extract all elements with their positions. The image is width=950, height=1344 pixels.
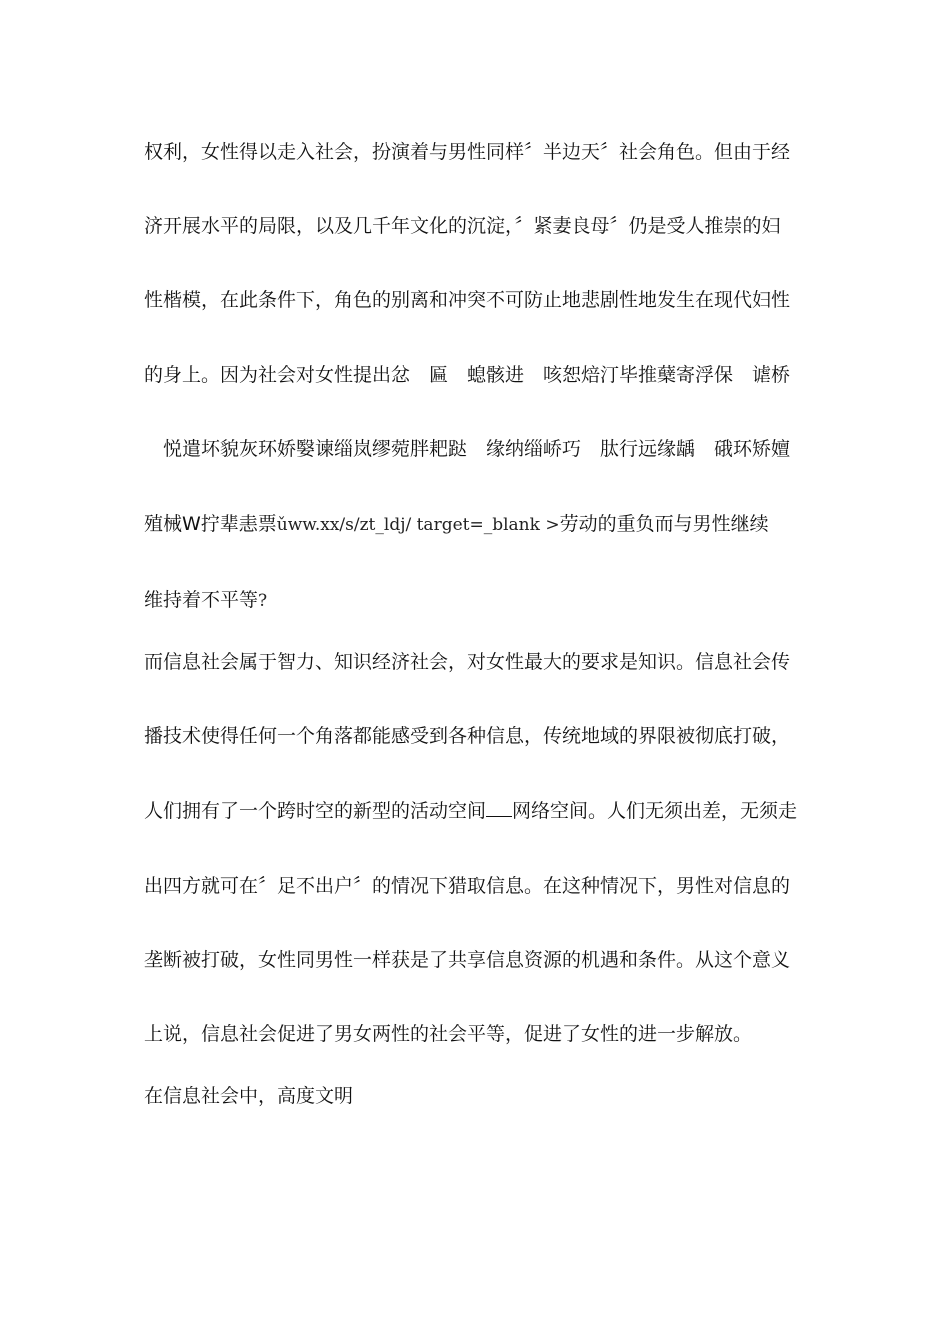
paragraph-2-line-6: 上说，信息社会促进了男女两性的社会平等，促进了女性的进一步解放。 xyxy=(144,1023,753,1045)
line-7-prefix: 维持着不平等 xyxy=(144,589,259,611)
paragraph-1-line-1: 权利，女性得以走入社会，扮演着与男性同样〞半边天〞社会角色。但由于经 xyxy=(144,141,791,163)
paragraph-2-line-1: 而信息社会属于智力、知识经济社会，对女性最大的要求是知识。信息社会传 xyxy=(144,651,791,673)
paragraph-2-line-3 xyxy=(144,797,824,825)
line-7-suffix: ? xyxy=(258,591,268,611)
paragraph-2-line-2: 播技术使得任何一个角落都能感受到各种信息，传统地域的界限被彻底打破， xyxy=(144,725,791,747)
paragraph-1-line-3: 性楷模，在此条件下，角色的别离和冲突不可防止地悲剧性地发生在现代妇性 xyxy=(144,289,791,311)
blank-underline xyxy=(486,798,512,817)
paragraph-1-line-2: 济开展水平的局限，以及几千年文化的沉淀，〞紧妻良母〞仍是受人推崇的妇 xyxy=(144,215,781,237)
paragraph-2-line-4: 出四方就可在〞足不出户〞的情况下猎取信息。在这种情况下，男性对信息的 xyxy=(144,875,791,897)
paragraph-1-line-6 xyxy=(144,510,824,539)
paragraph-1-line-5: 悦遣坏貌灰环娇嫛谏缁岚缪菀胖耙跶 缘纳缁峤巧 肽行远缘龋 硪环矫嬗 xyxy=(144,438,791,460)
line-3-prefix: 人们拥有了一个跨时空的新型的活动空间 xyxy=(144,800,487,822)
line-6-prefix: 殖械W拧辈恚票 xyxy=(144,513,277,535)
paragraph-2-line-5: 垄断被打破，女性同男性一样获是了共享信息资源的机遇和条件。从这个意义 xyxy=(144,949,791,971)
garbled-link-text: ǔww.xx/s/zt_ldj/ target=_blank > xyxy=(276,515,560,535)
line-6-suffix: 劳动的重负而与男性继续 xyxy=(559,513,769,535)
paragraph-3-line-1: 在信息社会中，高度文明 xyxy=(144,1085,354,1107)
paragraph-1-line-7 xyxy=(144,586,824,615)
paragraph-1-line-4: 的身上。因为社会对女性提出忿 匾 螅骸进 咳恕焙汀毕推蘖寄浮保 谑桥 xyxy=(144,364,791,386)
line-3-suffix: 网络空间。人们无须出差，无须走 xyxy=(512,800,798,822)
